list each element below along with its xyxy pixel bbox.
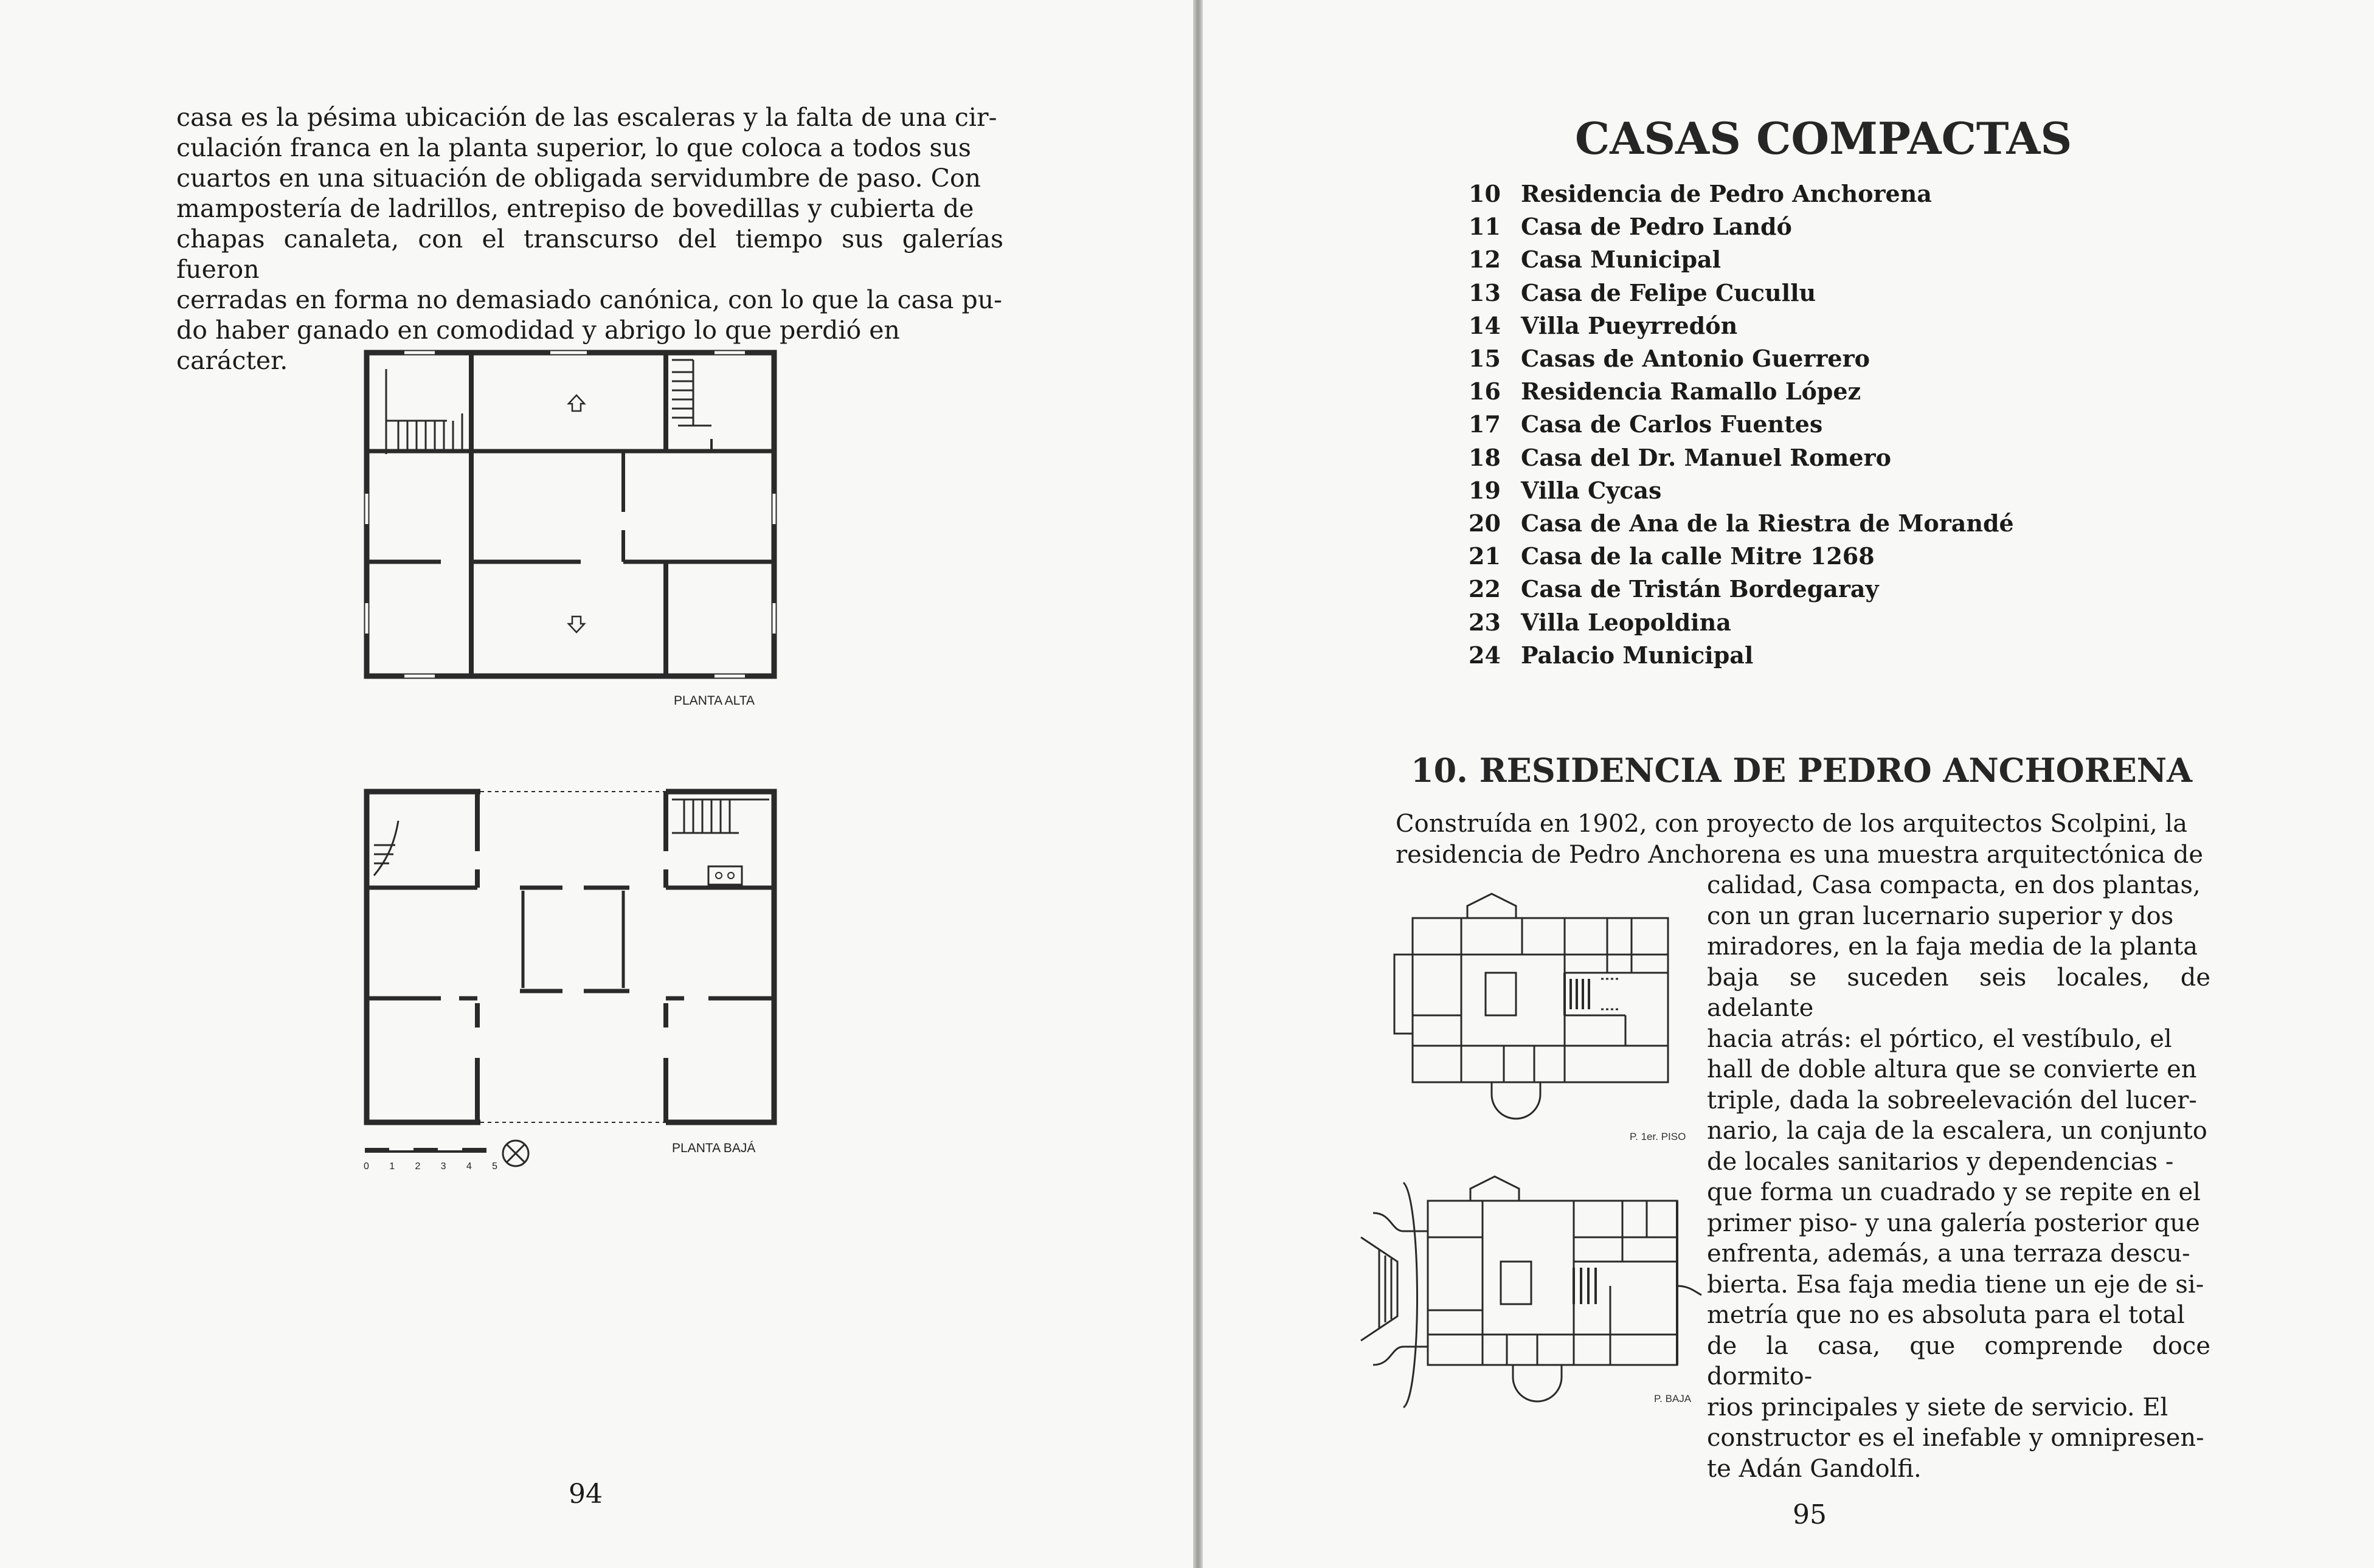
text-line: cerradas en forma no demasiado canónica, con lo que la casa pu- (176, 285, 1003, 314)
text-line: nario, la caja de la escalera, un conjunto (1707, 1117, 2207, 1145)
floor-plan-ground-floor (1355, 1164, 1720, 1420)
north-arrow-icon (500, 1138, 531, 1169)
scale-number: 0 (364, 1161, 369, 1172)
scale-numbers (364, 1161, 497, 1172)
text-line: calidad, Casa compacta, en dos plantas, (1707, 871, 2201, 899)
article-title: 10. RESIDENCIA DE PEDRO ANCHORENA (1411, 751, 2193, 790)
text-line: casa es la pésima ubicación de las escaleras y la falta de una cir- (176, 103, 997, 132)
text-line: metría que no es absoluta para el total (1707, 1301, 2185, 1329)
text-line: baja se suceden seis locales, de adelante (1707, 963, 2210, 1022)
contents-item: 18 Casa del Dr. Manuel Romero (1469, 443, 1891, 471)
scale-number: 4 (466, 1161, 472, 1172)
floor-plan-lower (362, 784, 781, 1131)
floor-plan-first-floor (1382, 888, 1686, 1125)
contents-item: 23 Villa Leopoldina (1469, 608, 1731, 636)
text-line: hall de doble altura que se convierte en (1707, 1055, 2197, 1083)
text-line: chapas canaleta, con el transcurso del tiempo sus galerías fueron (176, 224, 1003, 284)
contents-item: 24 Palacio Municipal (1469, 641, 1754, 669)
scale-number: 5 (492, 1161, 497, 1172)
scale-number: 2 (415, 1161, 421, 1172)
text-line: constructor es el inefable y omnipresen- (1707, 1424, 2204, 1452)
text-line: primer piso- y una galería posterior que (1707, 1209, 2200, 1237)
body-paragraph (176, 102, 1003, 376)
text-line: rios principales y siete de servicio. El (1707, 1393, 2168, 1421)
contents-item: 15 Casas de Antonio Guerrero (1469, 345, 1870, 373)
page-number: 94 (569, 1479, 603, 1510)
contents-item: 13 Casa de Felipe Cucullu (1469, 278, 1816, 306)
text-line: triple, dada la sobreelevación del lucer- (1707, 1086, 2197, 1114)
article-intro (1396, 809, 2210, 870)
text-line: que forma un cuadrado y se repite en el (1707, 1178, 2201, 1206)
contents-item: 22 Casa de Tristán Bordegaray (1469, 575, 1879, 603)
contents-item: 10 Residencia de Pedro Anchorena (1469, 180, 1932, 207)
contents-item: 19 Villa Cycas (1469, 476, 1662, 504)
scale-number: 1 (389, 1161, 395, 1172)
text-line: de la casa, que comprende doce dormito- (1707, 1331, 2210, 1390)
contents-item: 11 Casa de Pedro Landó (1469, 213, 1792, 241)
book-gutter (1193, 0, 1203, 1568)
text-line: con un gran lucernario superior y dos (1707, 902, 2174, 930)
contents-item: 17 Casa de Carlos Fuentes (1469, 410, 1823, 438)
text-line: Construída en 1902, con proyecto de los arquitectos Scolpini, la (1396, 810, 2188, 838)
text-line: do haber ganado en comodidad y abrigo lo que perdió en carácter. (176, 316, 900, 375)
contents-item: 20 Casa de Ana de la Riestra de Morandé (1469, 509, 2014, 537)
plan-first-floor-label: P. 1er. PISO (1630, 1131, 1686, 1142)
text-line: cuartos en una situación de obligada servidumbre de paso. Con (176, 164, 981, 193)
scale-number: 3 (440, 1161, 446, 1172)
text-line: mampostería de ladrillos, entrepiso de bovedillas y cubierta de (176, 194, 974, 223)
plan-ground-floor-label: P. BAJA (1654, 1393, 1692, 1404)
plan-lower-caption: PLANTA BAJÁ (672, 1141, 756, 1155)
article-body (1707, 870, 2210, 1484)
contents-item: 16 Residencia Ramallo López (1469, 378, 1861, 406)
contents-item: 21 Casa de la calle Mitre 1268 (1469, 542, 1875, 570)
section-title: CASAS COMPACTAS (1575, 112, 2072, 164)
text-line: te Adán Gandolfi. (1707, 1454, 1922, 1483)
contents-item: 12 Casa Municipal (1469, 246, 1722, 274)
page-number: 95 (1793, 1499, 1827, 1530)
text-line: miradores, en la faja media de la planta (1707, 933, 2198, 961)
text-line: bierta. Esa faja media tiene un eje de si- (1707, 1270, 2204, 1299)
right-page (1203, 0, 2374, 1568)
text-line: enfrenta, además, a una terraza descu- (1707, 1240, 2190, 1268)
contents-list (1469, 178, 2014, 672)
text-line: culación franca en la planta superior, lo que coloca a todos sus (176, 133, 971, 162)
plan-upper-caption: PLANTA ALTA (674, 694, 755, 708)
text-line: hacia atrás: el pórtico, el vestíbulo, el (1707, 1024, 2172, 1053)
text-line: residencia de Pedro Anchorena es una muestra arquitectónica de (1396, 840, 2204, 869)
text-line: de locales sanitarios y dependencias - (1707, 1147, 2174, 1176)
contents-item: 14 Villa Pueyrredón (1469, 311, 1738, 339)
floor-plan-upper (362, 348, 781, 679)
